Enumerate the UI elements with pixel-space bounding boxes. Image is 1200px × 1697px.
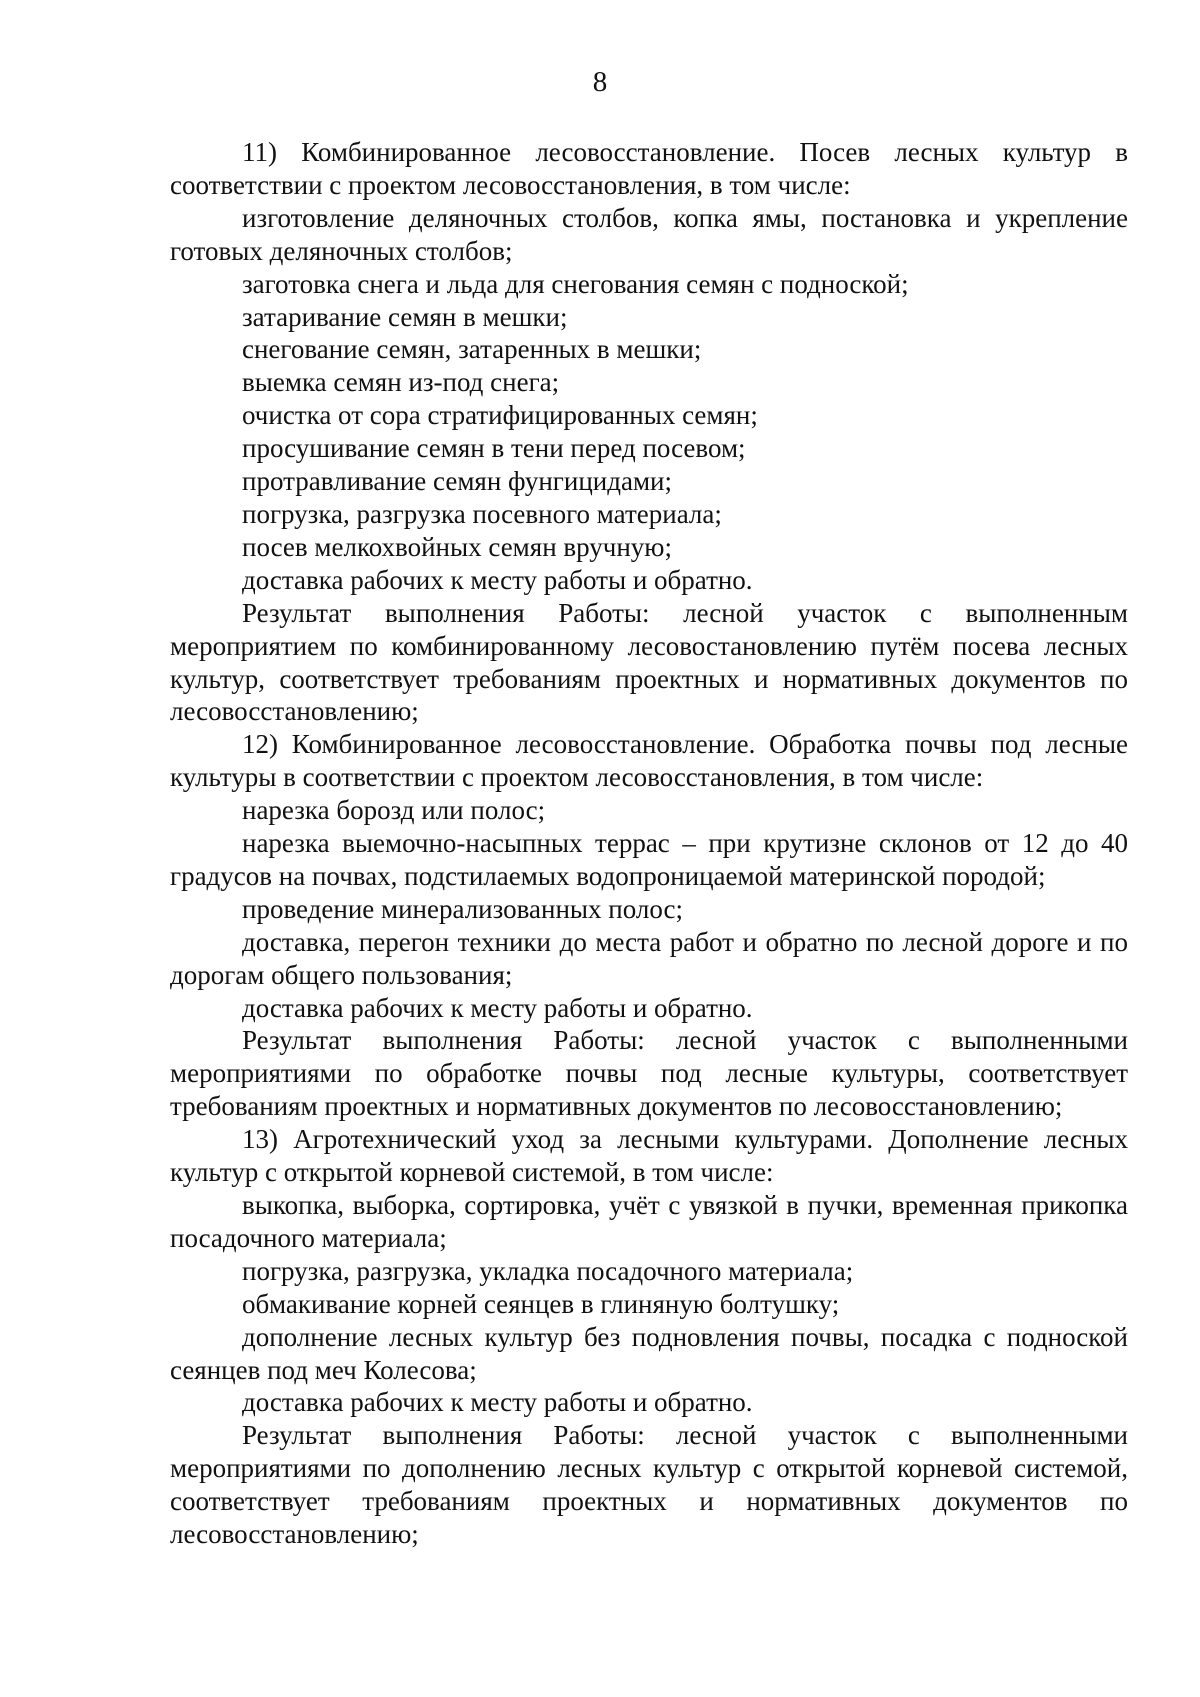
- paragraph: 12) Комбинированное лесовосстановление. Обработка почвы под лесные культуры в соответствии с проектом лесовосстановления, в том числе:: [170, 729, 1128, 793]
- page-number: 8: [592, 66, 608, 98]
- paragraph: Результат выполнения Работы: лесной участок с выполненным мероприятием по комбинированному лесовостановлению путём посева лесных культур, соответствует требованиям проектных и нормативных документов по лесовосстановлению;: [170, 597, 1128, 727]
- paragraph: просушивание семян в тени перед посевом;: [242, 433, 746, 464]
- paragraph: протравливание семян фунгицидами;: [242, 466, 672, 497]
- paragraph: проведение минерализованных полос;: [242, 893, 684, 924]
- paragraph: снегование семян, затаренных в мешки;: [242, 334, 702, 365]
- paragraph: доставка рабочих к месту работы и обратно.: [242, 564, 753, 595]
- paragraph: очистка от сора стратифицированных семян;: [242, 400, 758, 431]
- paragraph: погрузка, разгрузка, укладка посадочного материала;: [242, 1255, 854, 1286]
- paragraph: выемка семян из-под снега;: [242, 367, 560, 398]
- paragraph: доставка, перегон техники до места работ и обратно по лесной дороге и по дорогам общего пользования;: [170, 926, 1128, 990]
- paragraph: дополнение лесных культур без подновления почвы, посадка с подноской сеянцев под меч Колесова;: [170, 1321, 1128, 1385]
- paragraph: Результат выполнения Работы: лесной участок с выполненными мероприятиями по дополнению лесных культур с открытой корневой системой, соответствует требованиям проектных и нормативных документов по лесовосстановлению;: [170, 1420, 1128, 1550]
- paragraph: Результат выполнения Работы: лесной участок с выполненными мероприятиями по обработке почвы под лесные культуры, соответствует требованиям проектных и нормативных документов по лесовосстановлению;: [170, 1025, 1128, 1122]
- paragraph: изготовление деляночных столбов, копка ямы, постановка и укрепление готовых деляночных столбов;: [170, 202, 1128, 266]
- paragraph: доставка рабочих к месту работы и обратно.: [242, 1387, 753, 1418]
- paragraph: посев мелкохвойных семян вручную;: [242, 531, 672, 562]
- document-body: [170, 136, 1128, 1551]
- paragraph: погрузка, разгрузка посевного материала;: [242, 498, 722, 529]
- paragraph: обмакивание корней сеянцев в глиняную болтушку;: [242, 1288, 840, 1319]
- paragraph: 13) Агротехнический уход за лесными культурами. Дополнение лесных культур с открытой корневой системой, в том числе:: [170, 1124, 1128, 1188]
- paragraph: нарезка борозд или полос;: [242, 795, 546, 826]
- paragraph: затаривание семян в мешки;: [242, 301, 568, 332]
- paragraph: нарезка выемочно-насыпных террас – при крутизне склонов от 12 до 40 градусов на почвах, подстилаемых водопроницаемой материнской породой;: [170, 828, 1128, 891]
- paragraph: 11) Комбинированное лесовосстановление. Посев лесных культур в соответствии с проектом лесовосстановления, в том числе:: [170, 137, 1128, 200]
- paragraph: доставка рабочих к месту работы и обратно.: [242, 992, 753, 1023]
- paragraph: выкопка, выборка, сортировка, учёт с увязкой в пучки, временная прикопка посадочного материала;: [170, 1190, 1128, 1253]
- paragraph: заготовка снега и льда для снегования семян с подноской;: [242, 268, 909, 299]
